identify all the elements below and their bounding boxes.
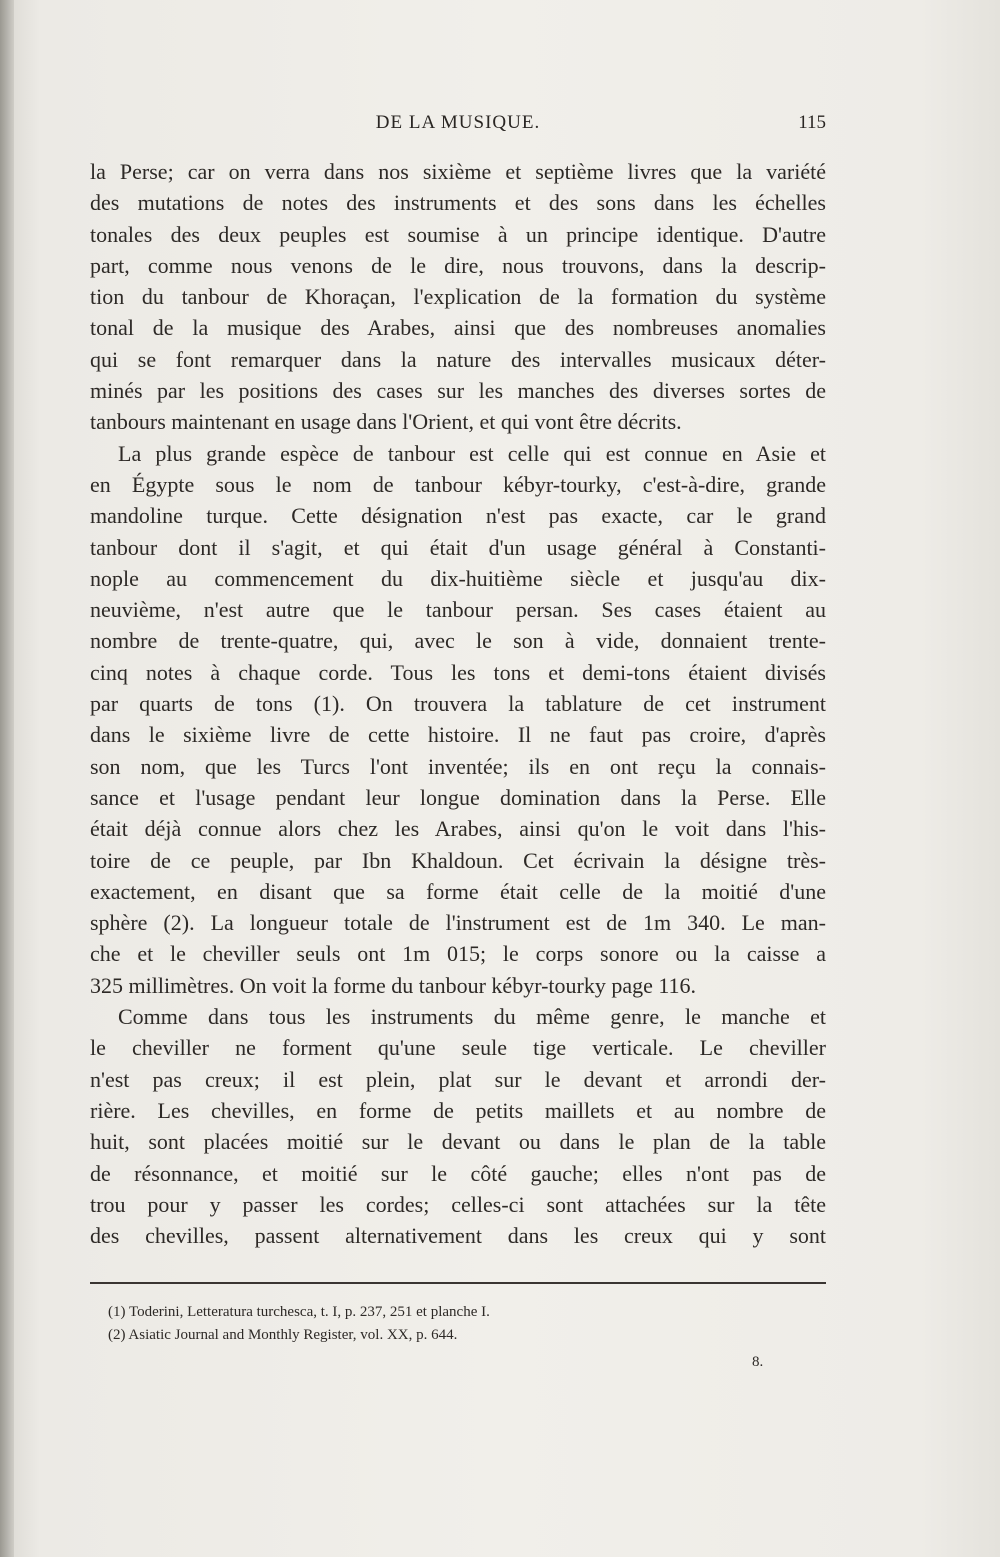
text-line: tonales des deux peuples est soumise à un principe identique. D'autre	[90, 221, 826, 247]
footnote-divider	[90, 1282, 826, 1284]
page-number: 115	[798, 112, 826, 133]
text-line: nombre de trente-quatre, qui, avec le son à vide, donnaient trente-	[90, 628, 826, 654]
text-line: minés par les positions des cases sur les manches des diverses sortes de	[90, 378, 826, 404]
footnotes	[108, 1301, 808, 1347]
text-line: che et le cheviller seuls ont 1m 015; le corps sonore ou la caisse a	[90, 941, 826, 967]
text-line: rière. Les chevilles, en forme de petits maillets et au nombre de	[90, 1097, 826, 1123]
text-line: tion du tanbour de Khoraçan, l'explication de la formation du système	[90, 284, 826, 310]
text-line: la Perse; car on verra dans nos sixième et septième livres que la variété	[90, 159, 826, 184]
text-line: sphère (2). La longueur totale de l'instrument est de 1m 340. Le man-	[90, 910, 826, 936]
text-line: des mutations de notes des instruments et des sons dans les échelles	[90, 190, 826, 216]
text-line: sance et l'usage pendant leur longue domination dans la Perse. Elle	[90, 784, 826, 810]
text-line: 325 millimètres. On voit la forme du tanbour kébyr-tourky page 116.	[90, 972, 697, 998]
text-line: était déjà connue alors chez les Arabes, ainsi qu'on le voit dans l'his-	[90, 816, 826, 842]
text-line: exactement, en disant que sa forme était celle de la moitié d'une	[90, 878, 826, 904]
body-text	[90, 156, 826, 1251]
text-line: dans le sixième livre de cette histoire. Il ne faut pas croire, d'après	[90, 722, 826, 748]
text-line: La plus grande espèce de tanbour est celle qui est connue en Asie et	[118, 440, 826, 466]
text-line: de résonnance, et moitié sur le côté gauche; elles n'ont pas de	[90, 1160, 826, 1186]
text-line: Comme dans tous les instruments du même genre, le manche et	[118, 1004, 826, 1030]
page-header	[90, 112, 826, 142]
text-line: trou pour y passer les cordes; celles-ci sont attachées sur la tête	[90, 1191, 826, 1217]
text-line: tonal de la musique des Arabes, ainsi que des nombreuses anomalies	[90, 315, 826, 341]
text-line: toire de ce peuple, par Ibn Khaldoun. Cet écrivain la désigne très-	[90, 847, 826, 873]
text-line: tanbour dont il s'agit, et qui était d'un usage général à Constanti-	[90, 534, 826, 560]
text-line: par quarts de tons (1). On trouvera la tablature de cet instrument	[90, 691, 826, 717]
text-line: le cheviller ne forment qu'une seule tige verticale. Le cheviller	[90, 1035, 826, 1061]
text-line: son nom, que les Turcs l'ont inventée; ils en ont reçu la connais-	[90, 753, 826, 779]
text-line: part, comme nous venons de le dire, nous trouvons, dans la descrip-	[90, 252, 826, 278]
footnote: (2) Asiatic Journal and Monthly Register, vol. XX, p. 644.	[108, 1327, 458, 1343]
text-line: des chevilles, passent alternativement dans les creux qui y sont	[90, 1223, 826, 1249]
footnote: (1) Toderini, Letteratura turchesca, t. I, p. 237, 251 et planche I.	[108, 1304, 490, 1320]
text-line: qui se font remarquer dans la nature des intervalles musicaux déter-	[90, 346, 826, 372]
binding-gutter	[0, 0, 14, 1557]
text-line: huit, sont placées moitié sur le devant ou dans le plan de la table	[90, 1129, 826, 1155]
running-title: DE LA MUSIQUE.	[375, 112, 541, 133]
text-line: tanbours maintenant en usage dans l'Orient, et qui vont être décrits.	[90, 409, 682, 435]
text-line: nople au commencement du dix-huitième siècle et jusqu'au dix-	[90, 565, 826, 591]
signature-mark: 8.	[752, 1354, 764, 1370]
text-line: n'est pas creux; il est plein, plat sur le devant et arrondi der-	[90, 1066, 826, 1092]
text-line: mandoline turque. Cette désignation n'est pas exacte, car le grand	[90, 503, 826, 529]
text-line: neuvième, n'est autre que le tanbour persan. Ses cases étaient au	[90, 597, 826, 623]
text-line: cinq notes à chaque corde. Tous les tons et demi-tons étaient divisés	[90, 659, 826, 685]
text-line: en Égypte sous le nom de tanbour kébyr-tourky, c'est-à-dire, grande	[90, 471, 826, 497]
